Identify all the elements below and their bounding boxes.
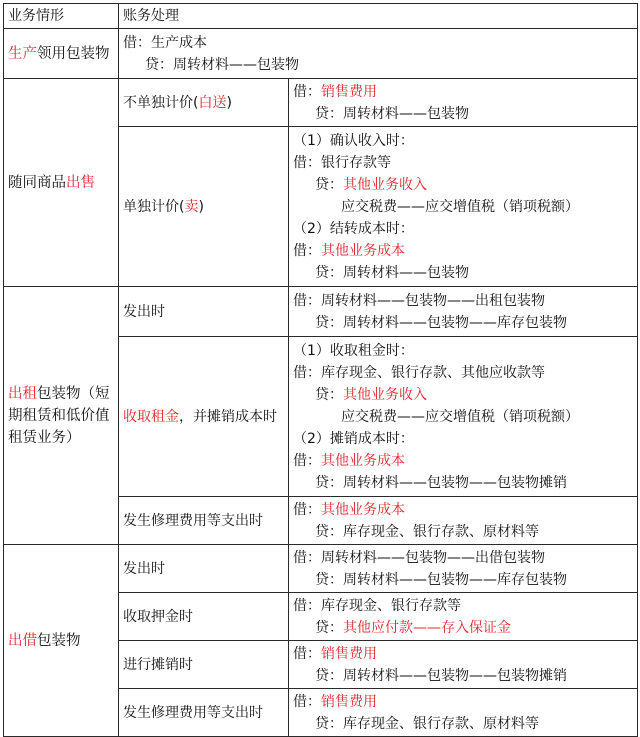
case-rent: [4, 287, 119, 545]
entry-line: 贷：周转材料——包装物——包装物摊销: [315, 474, 567, 491]
entry-line: 借：周转材料——包装物——出租包装物: [293, 292, 545, 309]
entry-line: 借：生产成本: [123, 34, 207, 51]
header-treatment: 账务处理: [119, 4, 638, 29]
entry-rent-repair: [289, 497, 638, 545]
account-highlight: 其他业务成本: [321, 242, 405, 259]
entry-production-use: [119, 29, 638, 79]
sub-case-text: ，并摊销成本时: [179, 408, 277, 425]
entry-line: 借：银行存款等: [293, 154, 391, 171]
debit-label: 借：: [293, 83, 321, 100]
entry-sale-free: [289, 79, 638, 127]
entry-lend-repair: [289, 689, 638, 737]
account-highlight: 销售费用: [321, 645, 377, 662]
case-production-use: [4, 29, 119, 79]
entry-line: （1）收取租金时：: [293, 342, 414, 359]
entry-line: 贷：周转材料——包装物——库存包装物: [315, 571, 567, 588]
case-highlight: 生产: [8, 45, 37, 62]
row-sale-free: [4, 79, 638, 127]
sub-case-highlight: 白送: [198, 94, 227, 111]
entry-line: （1）确认收入时：: [293, 132, 414, 149]
account-highlight: 其他业务收入: [343, 176, 427, 193]
sub-case-free: [119, 79, 289, 127]
entry-line: [293, 499, 633, 521]
sub-case-text: ): [226, 94, 232, 111]
entry-line: 贷：库存现金、银行存款、原材料等: [315, 715, 539, 732]
account-highlight: 其他业务收入: [343, 386, 427, 403]
sub-case-highlight: 卖: [184, 198, 199, 215]
entry-line: 借：库存现金、银行存款等: [293, 597, 461, 614]
entry-line: [293, 643, 633, 665]
debit-label: 借：: [293, 693, 321, 710]
entry-line: [293, 691, 633, 713]
case-text: 领用包装物: [37, 45, 110, 62]
case-lend: [4, 545, 119, 737]
entry-line: 借：周转材料——包装物——出借包装物: [293, 549, 545, 566]
entry-line: 贷：周转材料——包装物——包装物摊销: [315, 667, 567, 684]
entry-lend-issue: [289, 545, 638, 593]
entry-line: 贷：周转材料——包装物: [315, 105, 469, 122]
header-case: 业务情形: [4, 4, 119, 29]
account-highlight: 其他应付款——存入保证金: [343, 619, 511, 636]
entry-line: （2）摊销成本时：: [293, 430, 414, 447]
entry-line: 借：库存现金、银行存款、其他应收款等: [293, 364, 545, 381]
row-production-use: [4, 29, 638, 79]
sub-case-text: ): [198, 198, 204, 215]
sub-case-highlight: 收取租金: [123, 408, 179, 425]
entry-line: 贷：周转材料——包装物: [315, 264, 469, 281]
credit-label: 贷：: [315, 386, 343, 403]
credit-label: 贷：: [315, 176, 343, 193]
entry-sale-priced: [289, 127, 638, 287]
case-highlight: 出租: [8, 385, 37, 402]
entry-line: [293, 174, 633, 196]
entry-line: 贷：周转材料——包装物——库存包装物: [315, 314, 567, 331]
case-highlight: 出售: [66, 174, 95, 191]
header-row: [4, 4, 638, 29]
credit-label: 贷：: [315, 619, 343, 636]
account-highlight: 销售费用: [321, 83, 377, 100]
entry-lend-amort: [289, 641, 638, 689]
row-rent-issue: [4, 287, 638, 337]
entry-rent-collect: [289, 337, 638, 497]
entry-line: 应交税费——应交增值税（销项税额）: [341, 408, 579, 425]
sub-case-rent-issue: 发出时: [119, 287, 289, 337]
account-highlight: 其他业务成本: [321, 452, 405, 469]
sub-case-text: 单独计价(: [123, 198, 185, 215]
account-highlight: 其他业务成本: [321, 501, 405, 518]
entry-line: [293, 81, 633, 103]
sub-case-text: 不单独计价(: [123, 94, 199, 111]
entry-line: 贷：库存现金、银行存款、原材料等: [315, 523, 539, 540]
sub-case-lend-deposit: 收取押金时: [119, 593, 289, 641]
entry-line: [293, 450, 633, 472]
debit-label: 借：: [293, 452, 321, 469]
row-lend-issue: [4, 545, 638, 593]
sub-case-rent-repair: 发生修理费用等支出时: [119, 497, 289, 545]
entry-rent-issue: [289, 287, 638, 337]
debit-label: 借：: [293, 645, 321, 662]
sub-case-rent-collect: [119, 337, 289, 497]
entry-line: 贷：周转材料——包装物: [145, 56, 299, 73]
entry-line: [293, 617, 633, 639]
case-sale-with-goods: [4, 79, 119, 287]
account-highlight: 销售费用: [321, 693, 377, 710]
entry-lend-deposit: [289, 593, 638, 641]
entry-line: 应交税费——应交增值税（销项税额）: [341, 198, 579, 215]
debit-label: 借：: [293, 501, 321, 518]
sub-case-lend-issue: 发出时: [119, 545, 289, 593]
sub-case-lend-repair: 发生修理费用等支出时: [119, 689, 289, 737]
case-text: 包装物（短期租赁和低价值租赁业务）: [8, 385, 110, 446]
case-highlight: 出借: [8, 632, 37, 649]
sub-case-lend-amort: 进行摊销时: [119, 641, 289, 689]
entry-line: [293, 240, 633, 262]
debit-label: 借：: [293, 242, 321, 259]
sub-case-priced: [119, 127, 289, 287]
case-text: 随同商品: [8, 174, 66, 191]
case-text: 包装物: [37, 632, 81, 649]
entry-line: （2）结转成本时：: [293, 220, 414, 237]
accounting-table: [3, 3, 638, 737]
entry-line: [293, 384, 633, 406]
